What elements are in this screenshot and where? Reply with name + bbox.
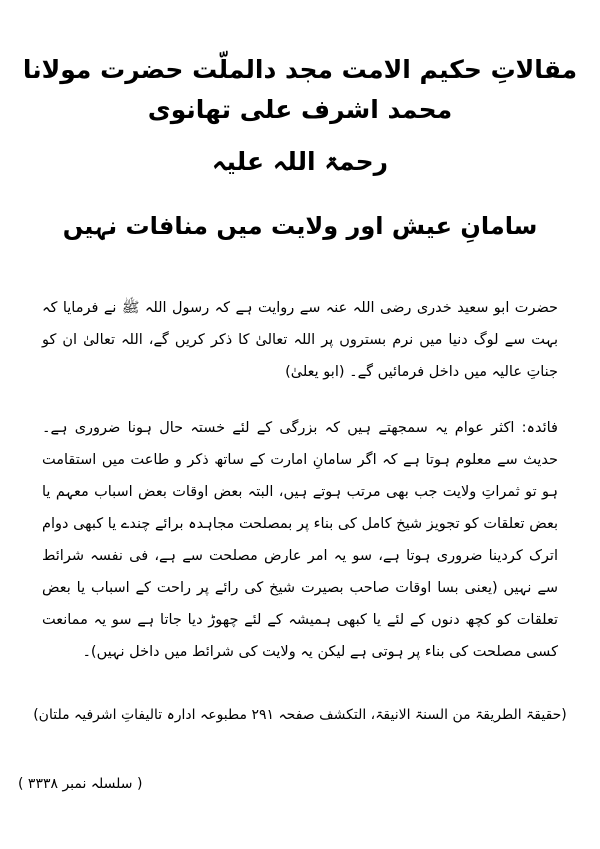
source-reference: (حقیقۃ الطریقۃ من السنۃ الانیقۃ، التکشف صفحہ ۲۹۱ مطبوعہ ادارہ تالیفاتِ اشرفیہ ملتان) bbox=[33, 707, 567, 723]
page-title bbox=[20, 50, 580, 182]
article-heading: سامانِ عیش اور ولایت میں منافات نہیں bbox=[62, 212, 538, 240]
title-honorific: رحمۃ اللہ علیہ bbox=[211, 147, 389, 176]
hadith-paragraph: حضرت ابو سعید خدری رضی اللہ عنہ سے روایت ہے کہ رسول اللہ ﷺ نے فرمایا کہ بہت سے لوگ دنیا میں نرم بستروں پر اللہ تعالیٰ کا ذکر کریں گے، اللہ تعالیٰ ان کو جناتِ عالیہ میں داخل فرمائیں گے۔ (ابو یعلیٰ) bbox=[42, 300, 558, 380]
series-number: ( سلسلہ نمبر ۳۳۳۸ ) bbox=[18, 776, 143, 792]
title-line: مقالاتِ حکیم الامت مجد دالملّت حضرت مولانا محمد اشرف علی تھانوی bbox=[22, 55, 578, 124]
benefit-paragraph: فائدہ: اکثر عوام یہ سمجھتے ہیں کہ بزرگی کے لئے خستہ حال ہونا ضروری ہے۔ حدیث سے معلوم ہوتا ہے کہ اگر سامانِ امارت کے ساتھ ذکر و طاعت میں استقامت ہو تو ثمراتِ ولایت جب بھی مرتب ہوتے ہیں، البتہ بعض اوقات بعض اسباب معہم یا بعض تعلقات کو تجویز شیخ کامل کی بناء پر بمصلحت مجاہدہ برائے چندے یا کبھی دوام اترک کردینا ضروری ہوتا ہے، سو یہ امر عارض مصلحت سے ہے، فی نفسہ شرائط سے نہیں (یعنی بسا اوقات صاحب بصیرت شیخ کی رائے پر راحت کے اسباب یا بعض تعلقات کو کچھ دنوں کے لئے یا کبھی ہمیشہ کے لئے چھوڑ دیا جاتا ہے سو یہ ممانعت کسی مصلحت کی بناء پر ہوتی ہے لیکن یہ ولایت کی شرائط میں داخل نہیں)۔ bbox=[42, 420, 558, 660]
